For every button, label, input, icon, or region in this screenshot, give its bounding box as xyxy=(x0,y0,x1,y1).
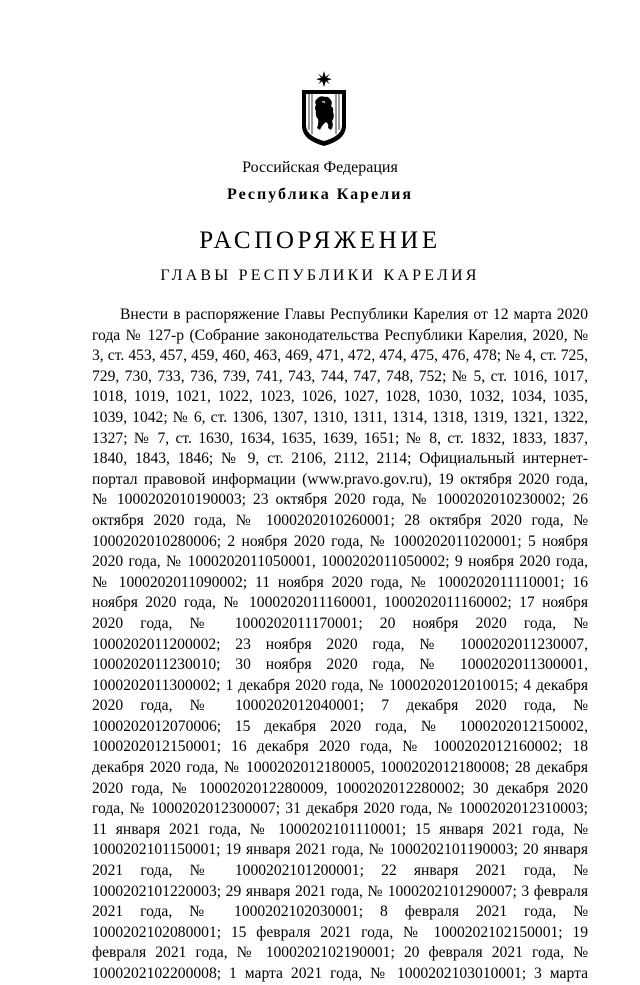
document-body-paragraph: Внести в распоряжение Главы Республики Карелия от 12 марта 2020 года № 127-р (Собрание законодательства Республики Карелия, 2020, № 3, ст. 453, 457, 459, 460, 463, 469, 471, 472, 474, 475, 476, 478; № 4, ст. 725, 729, 730, 733, 736, 739, 741, 743, 744, 747, 748, 752; № 5, ст. 1016, 1017, 1018, 1019, 1021, 1022, 1023, 1026, 1027, 1028, 1030, 1032, 1034, 1035, 1039, 1042; № 6, ст. 1306, 1307, 1310, 1311, 1314, 1318, 1319, 1321, 1322, 1327; № 7, ст. 1630, 1634, 1635, 1639, 1651; № 8, ст. 1832, 1833, 1837, 1840, 1843, 1846; № 9, ст. 2106, 2112, 2114; Официальный интернет-портал правовой информации (www.pravo.gov.ru), 19 октября 2020 года, № 1000202010190003; 23 октября 2020 года, № 1000202010230002; 26 октября 2020 года, № 1000202010260001; 28 октября 2020 года, № 1000202010280006; 2 ноября 2020 года, № 1000202011020001; 5 ноября 2020 года, № 1000202011050001, 1000202011050002; 9 ноября 2020 года, № 1000202011090002; 11 ноября 2020 года, № 1000202011110001; 16 ноября 2020 года, № 1000202011160001, 1000202011160002; 17 ноября 2020 года, № 1000202011170001; 20 ноября 2020 года, № 1000202011200002; 23 ноября 2020 года, № 1000202011230007, 1000202011230010; 30 ноября 2020 года, № 1000202011300001, 1000202011300002; 1 декабря 2020 года, № 1000202012010015; 4 декабря 2020 года, № 1000202012040001; 7 декабря 2020 года, № 1000202012070006; 15 декабря 2020 года, № 1000202012150002, 1000202012150001; 16 декабря 2020 года, № 1000202012160002; 18 декабря 2020 года, № 1000202012180005, 1000202012180008; 28 декабря 2020 года, № 1000202012280009, 1000202012280002; 30 декабря 2020 года, № 1000202012300007; 31 декабря 2020 года, № 1000202012310003; 11 января 2021 года, № 1000202101110001; 15 января 2021 года, № 1000202101150001; 19 января 2021 года, № 1000202101190003; 20 января 2021 года, № 1000202101200001; 22 января 2021 года, № 1000202101220003; 29 января 2021 года, № 1000202101290007; 3 февраля 2021 года, № 1000202102030001; 8 февраля 2021 года, № 1000202102080001; 15 февраля 2021 года, № 1000202102150001; 19 февраля 2021 года, № 1000202102190001; 20 февраля 2021 года, № 1000202102200008; 1 марта 2021 года, № 1000202103010001; 3 марта xyxy=(92,306,588,982)
republic-name: Республика Карелия xyxy=(227,186,413,203)
document-type-heading: РАСПОРЯЖЕНИЕ xyxy=(199,227,441,254)
coat-of-arms-of-karelia-icon xyxy=(298,70,350,148)
country-name: Российская Федерация xyxy=(242,159,398,176)
star-icon xyxy=(316,71,332,87)
document-issuer-heading: ГЛАВЫ РЕСПУБЛИКИ КАРЕЛИЯ xyxy=(160,267,480,284)
